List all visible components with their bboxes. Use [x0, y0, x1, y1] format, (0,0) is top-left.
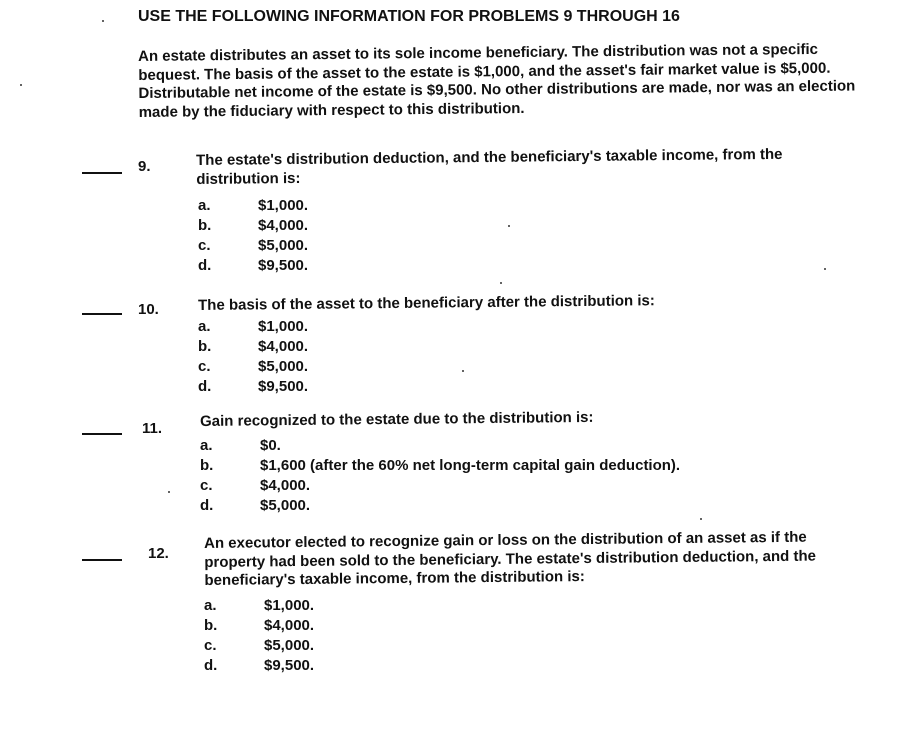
choice-item — [204, 616, 314, 636]
choice-text: $1,000. — [264, 597, 315, 614]
choice-letter: b. — [198, 338, 212, 355]
choice-item — [198, 256, 308, 276]
scan-speck — [462, 370, 464, 372]
choice-letter: b. — [204, 617, 218, 634]
scan-speck — [508, 225, 510, 227]
choice-item — [204, 656, 314, 676]
choice-letter: c. — [200, 477, 213, 494]
choice-item — [198, 377, 308, 397]
choice-text: $1,000. — [258, 197, 309, 214]
choice-text: $4,000. — [260, 477, 311, 494]
choice-item — [198, 216, 308, 236]
scan-speck — [700, 518, 702, 520]
choice-letter: b. — [198, 217, 212, 234]
choice-letter: c. — [204, 637, 217, 654]
choice-letter: a. — [198, 318, 211, 335]
answer-blank[interactable] — [82, 559, 122, 561]
problem-number: 9. — [138, 158, 151, 175]
scan-speck — [500, 282, 502, 284]
choice-text: $9,500. — [258, 257, 309, 274]
choice-text: $9,500. — [258, 378, 309, 395]
choice-item — [198, 236, 308, 256]
choice-list — [198, 196, 308, 276]
choice-letter: c. — [198, 358, 211, 375]
scan-speck — [102, 20, 104, 22]
answer-blank[interactable] — [82, 172, 122, 174]
choice-item — [198, 337, 308, 357]
choice-letter: d. — [204, 657, 218, 674]
choice-text: $1,000. — [258, 318, 309, 335]
choice-item — [198, 357, 308, 377]
choice-item — [200, 436, 680, 456]
choice-letter: d. — [200, 497, 214, 514]
choice-letter: d. — [198, 257, 212, 274]
intro-text: An estate distributes an asset to its sole income beneficiary. The distribution was not a specific bequest. The basis of the asset to the estate is $1,000, and the asset's fair market value is $5,000. Distributable net income of the estate is $9,500. No other distributions are made, nor was an election made by the fiduciary with respect to this distribution. — [138, 40, 856, 121]
choice-text: $5,000. — [260, 497, 311, 514]
choice-text: $0. — [260, 437, 281, 454]
choice-text: $9,500. — [264, 657, 315, 674]
scan-speck — [824, 268, 826, 270]
page-heading: USE THE FOLLOWING INFORMATION FOR PROBLEMS 9 THROUGH 16 — [138, 8, 680, 25]
answer-blank[interactable] — [82, 433, 122, 435]
question-text: The estate's distribution deduction, and the beneficiary's taxable income, from the distribution is: — [196, 145, 783, 188]
choice-letter: a. — [200, 437, 213, 454]
choice-letter: d. — [198, 378, 212, 395]
choice-text: $4,000. — [258, 217, 309, 234]
choice-list — [198, 317, 308, 397]
choice-text: $4,000. — [264, 617, 315, 634]
choice-letter: a. — [198, 197, 211, 214]
scan-speck — [20, 84, 22, 86]
choice-letter: a. — [204, 597, 217, 614]
intro-paragraph — [138, 40, 874, 122]
answer-blank[interactable] — [82, 313, 122, 315]
question-text: An executor elected to recognize gain or loss on the distribution of an asset as if the property had been sold to the beneficiary. The estate's distribution deduction, and the beneficiary's taxable income, from the distribution is: — [204, 528, 817, 589]
choice-item — [198, 317, 308, 337]
question-text: The basis of the asset to the beneficiary after the distribution is: — [198, 292, 655, 314]
question-text: Gain recognized to the estate due to the distribution is: — [200, 408, 594, 430]
choice-text: $4,000. — [258, 338, 309, 355]
choice-item — [204, 596, 314, 616]
choice-item — [200, 476, 680, 496]
choice-text: $5,000. — [258, 237, 309, 254]
choice-text: $1,600 (after the 60% net long-term capital gain deduction). — [260, 457, 681, 474]
choice-item — [200, 496, 680, 516]
choice-item — [200, 456, 680, 476]
choice-item — [198, 196, 308, 216]
choice-letter: b. — [200, 457, 214, 474]
scan-speck — [168, 491, 170, 493]
choice-list — [200, 436, 680, 516]
choice-text: $5,000. — [258, 358, 309, 375]
problem-number: 11. — [142, 420, 163, 437]
problem-number: 12. — [148, 545, 169, 562]
choice-item — [204, 636, 314, 656]
choice-letter: c. — [198, 237, 211, 254]
choice-list — [204, 596, 314, 676]
choice-text: $5,000. — [264, 637, 315, 654]
problem-number: 10. — [138, 301, 159, 318]
